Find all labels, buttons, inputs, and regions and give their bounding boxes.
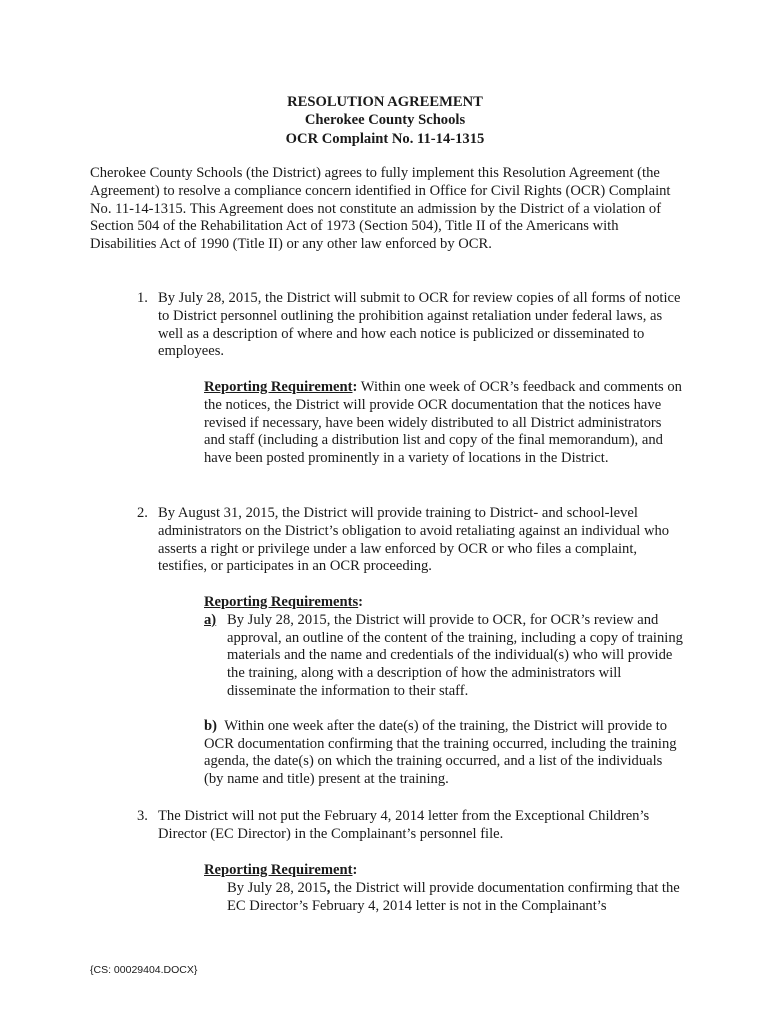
item-number: 2. [137,505,148,521]
list-item-2 [137,505,687,576]
sub-item-b [204,718,684,789]
reporting-label: Reporting Requirement [204,862,353,878]
document-title: RESOLUTION AGREEMENT [287,94,483,110]
document-footer-id: {CS: 00029404.DOCX} [90,964,198,976]
reporting-date: By July 28, 2015 [227,879,327,896]
item-text: By July 28, 2015, the District will submit to OCR for review copies of all forms of notice to District personnel outlining the prohibition against retaliation under federal laws, as well as a description of where and how each notice is publicized or disseminated to employees. [158,290,681,360]
reporting-colon: : [358,594,364,610]
reporting-label: Reporting Requirement [204,379,353,395]
reporting-text-body: the District will provide documentation confirming that the EC Director’s February 4, 2014 letter is not in the Complainant’s [227,879,680,914]
reporting-requirement-1 [204,379,684,468]
reporting-colon: : [352,379,358,395]
sub-item-a [204,612,684,701]
list-item-3 [137,808,687,844]
reporting-colon: : [352,862,358,878]
sub-item-text: By July 28, 2015, the District will provide to OCR, for OCR’s review and approval, an outline of the content of the training, including a copy of training materials and the name and credentials of the individual(s) who will provide the training, along with a description of how the administrators will disseminate the information to their staff. [227,611,683,699]
complaint-number: OCR Complaint No. 11-14-1315 [285,130,485,147]
item-number: 1. [137,290,148,306]
reporting-text [227,880,684,916]
list-item-1 [137,290,687,361]
document-heading [90,93,680,148]
reporting-text: Within one week of OCR’s feedback and comments on the notices, the District will provide OCR documentation that the notices have revised if necessary, have been widely distributed to all District administrators and staff (including a distribution list and copy of the final memorandum), and have been posted prominently in a variety of locations in the District. [204,379,682,467]
item-number: 3. [137,808,148,824]
reporting-label: Reporting Requirements [204,594,359,610]
sub-item-text: Within one week after the date(s) of the training, the District will provide to OCR documentation confirming that the training occurred, including the training agenda, the date(s) on which the training occurred, and a list of the individuals (by name and title) present at the training. [204,717,677,788]
district-name: Cherokee County Schools [304,112,466,129]
reporting-requirements-2 [204,594,684,789]
reporting-comma: , [326,879,331,896]
item-text: By August 31, 2015, the District will provide training to District- and school-level administrators on the District’s obligation to avoid retaliating against an individual who asserts a right or privilege under a law enforced by OCR or who files a complaint, testifies, or participates in an OCR proceeding. [158,505,670,575]
intro-paragraph: Cherokee County Schools (the District) agrees to fully implement this Resolution Agreement (the Agreement) to resolve a compliance concern identified in Office for Civil Rights (OCR) Complaint No. 11-14-1315. This Agreement does not constitute an admission by the District of a violation of Section 504 of the Rehabilitation Act of 1973 (Section 504), Title II of the Americans with Disabilities Act of 1990 (Title II) or any other law enforced by OCR. [90,165,671,253]
reporting-requirement-3 [204,862,684,915]
sub-item-label: a) [204,611,217,628]
sub-item-label: b) [204,717,217,734]
item-text: The District will not put the February 4, 2014 letter from the Exceptional Children’s Director (EC Director) in the Complainant’s personnel file. [158,808,650,842]
